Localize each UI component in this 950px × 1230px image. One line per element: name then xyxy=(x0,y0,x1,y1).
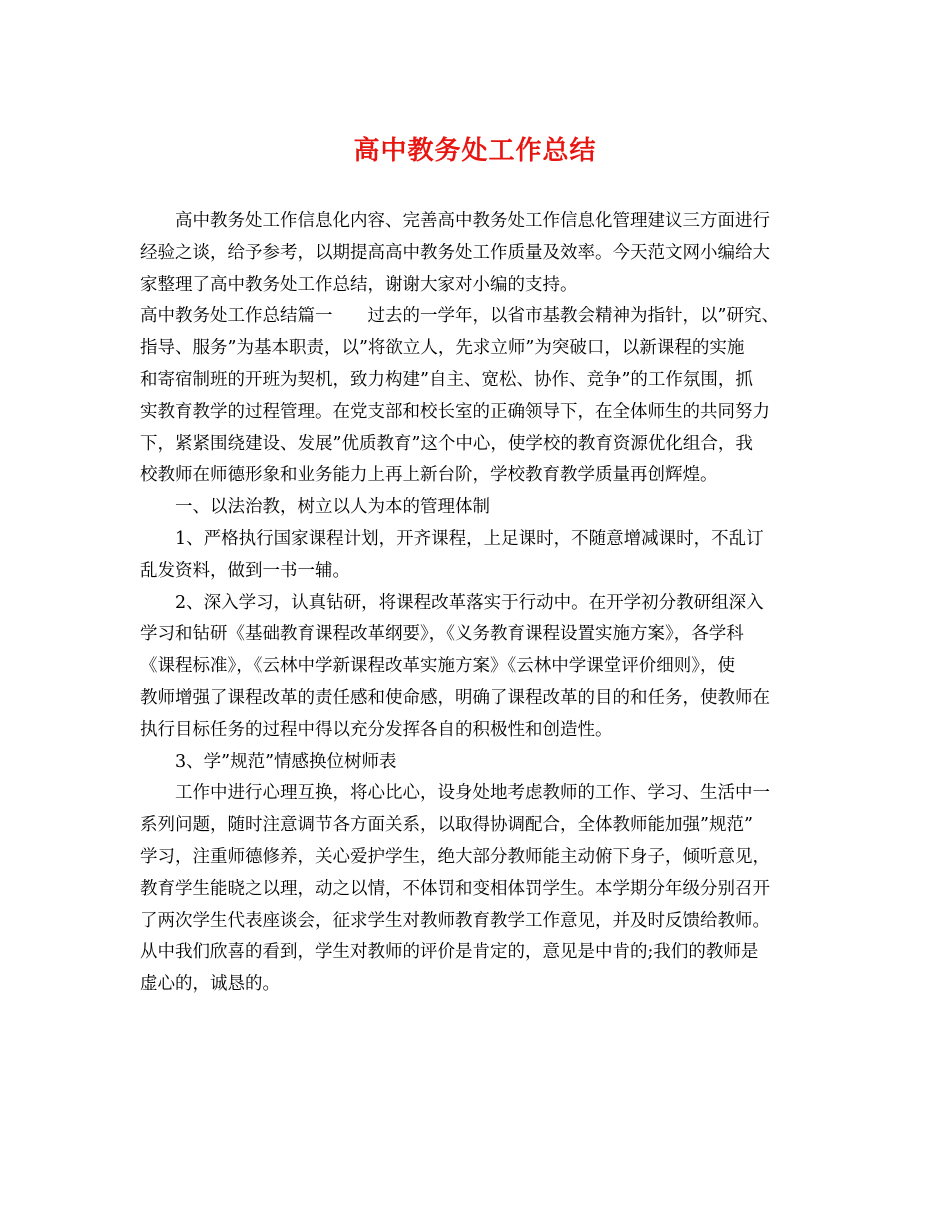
text-line: 了两次学生代表座谈会，征求学生对教师教育教学工作意见，并及时反馈给教师。 xyxy=(140,910,770,931)
text-line: 高中教务处工作总结篇一 过去的一学年，以省市基教会精神为指针，以”研究、 xyxy=(140,306,779,327)
text-line: 学习和钻研《基础教育课程改革纲要》，《义务教育课程设置实施方案》，各学科 xyxy=(140,624,744,645)
text-line: 《课程标准》，《云林中学新课程改革实施方案》《云林中学课堂评价细则》，使 xyxy=(140,656,735,677)
text-line: 虚心的，诚恳的。 xyxy=(140,974,280,995)
text-line: 乱发资料，做到一书一辅。 xyxy=(140,560,350,581)
text-line: 1、严格执行国家课程计划，开齐课程，上足课时，不随意增减课时，不乱订 xyxy=(175,528,764,549)
text-line: 校教师在师德形象和业务能力上再上新台阶，学校教育教学质量再创辉煌。 xyxy=(140,465,718,486)
section-heading: 3、学”规范”情感换位树师表 xyxy=(175,751,397,772)
text-line: 学习，注重师德修养，关心爱护学生，绝大部分教师能主动俯下身子，倾听意见， xyxy=(140,846,770,867)
document-body xyxy=(140,206,820,1001)
text-line: 经验之谈，给予参考，以期提高高中教务处工作质量及效率。今天范文网小编给大 xyxy=(140,242,770,263)
text-line: 教育学生能晓之以理，动之以情，不体罚和变相体罚学生。本学期分年级分别召开 xyxy=(140,878,770,899)
text-line: 工作中进行心理互换，将心比心，设身处地考虑教师的工作、学习、生活中一 xyxy=(175,783,770,804)
text-line: 下，紧紧围绕建设、发展”优质教育”这个中心，使学校的教育资源优化组合，我 xyxy=(140,433,753,454)
text-line: 家整理了高中教务处工作总结，谢谢大家对小编的支持。 xyxy=(140,274,578,295)
text-line: 从中我们欣喜的看到，学生对教师的评价是肯定的，意见是中肯的;我们的教师是 xyxy=(140,942,759,963)
text-line: 高中教务处工作信息化内容、完善高中教务处工作信息化管理建议三方面进行 xyxy=(175,211,770,231)
text-line: 2、深入学习，认真钻研，将课程改革落实于行动中。在开学初分教研组深入 xyxy=(175,592,764,613)
text-line: 执行目标任务的过程中得以充分发挥各自的积极性和创造性。 xyxy=(140,719,613,740)
text-line: 教师增强了课程改革的责任感和使命感，明确了课程改革的目的和任务，使教师在 xyxy=(140,687,770,708)
text-line: 和寄宿制班的开班为契机，致力构建”自主、宽松、协作、竞争”的工作氛围，抓 xyxy=(140,369,753,390)
section-heading: 一、以法治教，树立以人为本的管理体制 xyxy=(175,497,490,518)
text-line: 系列问题，随时注意调节各方面关系，以取得协调配合，全体教师能加强”规范” xyxy=(140,815,753,836)
text-line: 实教育教学的过程管理。在党支部和校长室的正确领导下，在全体师生的共同努力 xyxy=(140,401,770,422)
text-line: 指导、服务”为基本职责，以”将欲立人，先求立师”为突破口，以新课程的实施 xyxy=(140,338,745,359)
document-title: 高中教务处工作总结 xyxy=(353,136,597,166)
